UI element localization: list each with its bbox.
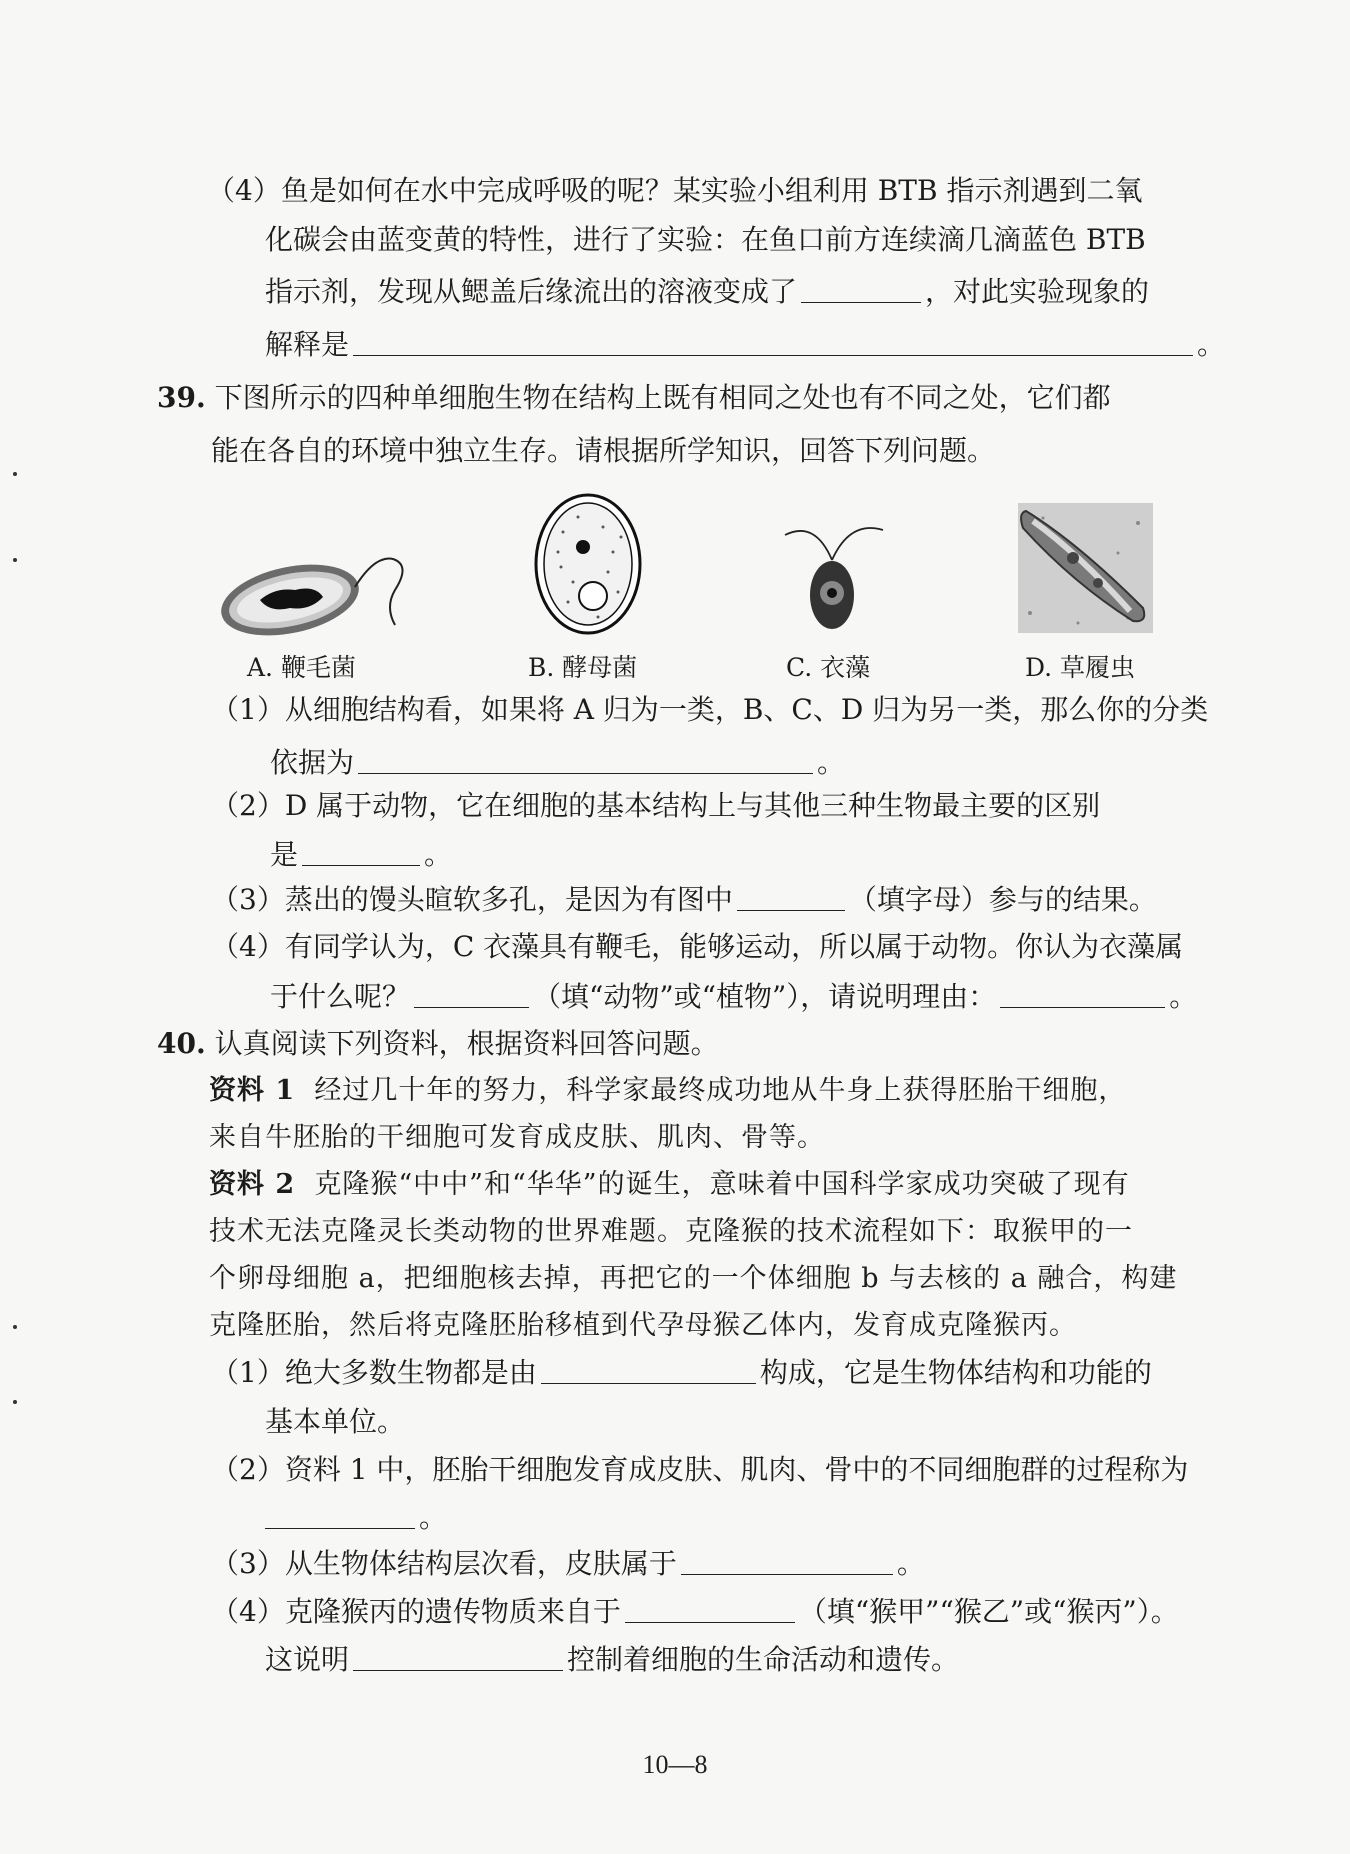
caption-c: C. 衣藻 [786, 653, 871, 682]
q39-2-text: 。 [424, 838, 453, 871]
q39-4-text: 。 [1169, 980, 1198, 1013]
q39-4-answer-blank-2[interactable] [1000, 983, 1165, 1008]
q38-4-text: 指示剂，发现从鳃盖后缘流出的溶液变成了 [265, 275, 798, 308]
q38-4-answer-blank-1[interactable] [801, 278, 921, 303]
q40-4-text: （4）克隆猴丙的遗传物质来自于 [211, 1595, 621, 1628]
material-2-line2: 技术无法克隆灵长类动物的世界难题。克隆猴的技术流程如下：取猴甲的一 [209, 1216, 1133, 1247]
margin-dot [13, 558, 17, 562]
material-1-text: 经过几十年的努力，科学家最终成功地从牛身上获得胚胎干细胞， [314, 1075, 1127, 1106]
q40-3-text: 。 [896, 1547, 925, 1580]
question-number: 40. [157, 1027, 206, 1060]
q39-4-line1: （4）有同学认为，C 衣藻具有鞭毛，能够运动，所以属于动物。你认为衣藻属 [211, 930, 1184, 963]
q38-4-answer-blank-2[interactable] [353, 331, 1193, 356]
q40-3-line [211, 1546, 925, 1582]
q38-4-text: 。 [1197, 328, 1226, 361]
material-1-line2: 来自牛胚胎的干细胞可发育成皮肤、肌肉、骨等。 [209, 1122, 825, 1153]
q40-3-answer-blank[interactable] [681, 1550, 893, 1575]
q39-2-answer-blank[interactable] [302, 841, 420, 866]
q40-2-answer-blank[interactable] [265, 1504, 415, 1529]
q38-4-line4 [265, 327, 1225, 363]
material-2-line3: 个卵母细胞 a，把细胞核去掉，再把它的一个体细胞 b 与去核的 a 融合，构建 [209, 1263, 1178, 1294]
q40-4-text: （填“猴甲”“猴乙”或“猴丙”）。 [798, 1595, 1179, 1628]
yeast-cell-illustration [533, 492, 643, 637]
q39-4-line2 [270, 979, 1197, 1015]
material-1-line1 [209, 1073, 1126, 1109]
margin-dot [13, 472, 17, 476]
q38-4-line2: 化碳会由蓝变黄的特性，进行了实验：在鱼口前方连续滴几滴蓝色 BTB [265, 223, 1146, 256]
q40-3-text: （3）从生物体结构层次看，皮肤属于 [211, 1547, 677, 1580]
q40-stem-text: 认真阅读下列资料，根据资料回答问题。 [214, 1027, 719, 1060]
q40-4-answer-blank-2[interactable] [353, 1646, 563, 1671]
q40-2-line2 [265, 1500, 447, 1536]
caption-a: A. 鞭毛菌 [247, 653, 356, 682]
q40-4-text: 控制着细胞的生命活动和遗传。 [567, 1643, 960, 1676]
q39-3-text: （3）蒸出的馒头暄软多孔，是因为有图中 [211, 883, 733, 916]
q40-stem [157, 1026, 719, 1062]
q39-1-line2 [270, 745, 845, 781]
q40-2-line1: （2）资料 1 中，胚胎干细胞发育成皮肤、肌肉、骨中的不同细胞群的过程称为 [211, 1453, 1189, 1486]
q39-4-text: （填“动物”或“植物”），请说明理由： [533, 980, 997, 1013]
question-number: 39. [157, 381, 206, 414]
q39-stem-line2: 能在各自的环境中独立生存。请根据所学知识，回答下列问题。 [211, 434, 996, 467]
q39-3-line [211, 882, 1157, 918]
page-number: 10—8 [642, 1750, 708, 1779]
q40-4-line1 [211, 1594, 1179, 1630]
paramecium-illustration [1018, 503, 1153, 633]
chlamydomonas-illustration [775, 515, 890, 635]
q39-4-answer-blank-1[interactable] [414, 983, 529, 1008]
q39-2-text: 是 [270, 838, 299, 871]
material-1-label: 资料 1 [209, 1075, 296, 1106]
q39-3-answer-blank[interactable] [737, 886, 845, 911]
q40-4-text: 这说明 [265, 1643, 350, 1676]
q40-1-text: 构成，它是生物体结构和功能的 [759, 1356, 1152, 1389]
q40-1-text: （1）绝大多数生物都是由 [211, 1356, 537, 1389]
q38-4-text: 解释是 [265, 328, 350, 361]
q39-stem: 下图所示的四种单细胞生物在结构上既有相同之处也有不同之处，它们都 [214, 381, 1111, 414]
q40-1-line1 [211, 1355, 1152, 1391]
material-2-line4: 克隆胚胎，然后将克隆胚胎移植到代孕母猴乙体内，发育成克隆猴丙。 [209, 1310, 1077, 1341]
q38-4-text: ，对此实验现象的 [925, 275, 1150, 308]
q39-1-line1: （1）从细胞结构看，如果将 A 归为一类，B、C、D 归为另一类，那么你的分类 [211, 693, 1209, 726]
q39-stem-line1 [157, 380, 1111, 416]
q39-1-text: 依据为 [270, 746, 355, 779]
q39-2-line1: （2）D 属于动物，它在细胞的基本结构上与其他三种生物最主要的区别 [211, 789, 1101, 822]
q38-4-line1: （4）鱼是如何在水中完成呼吸的呢？某实验小组利用 BTB 指示剂遇到二氧 [207, 174, 1143, 207]
margin-dot [13, 1400, 17, 1404]
q40-4-answer-blank-1[interactable] [625, 1598, 795, 1623]
q40-2-text: 。 [419, 1501, 448, 1534]
caption-d: D. 草履虫 [1025, 653, 1136, 682]
material-2-text: 克隆猴“中中”和“华华”的诞生，意味着中国科学家成功突破了现有 [314, 1169, 1130, 1200]
q39-1-answer-blank[interactable] [358, 749, 813, 774]
material-2-label: 资料 2 [209, 1169, 296, 1200]
flagellate-bacterium-illustration [215, 545, 405, 645]
q39-1-text: 。 [817, 746, 846, 779]
caption-b: B. 酵母菌 [528, 653, 638, 682]
q39-2-line2 [270, 837, 452, 873]
q39-4-text: 于什么呢？ [270, 980, 411, 1013]
q40-4-line2 [265, 1642, 959, 1678]
q40-1-answer-blank[interactable] [541, 1359, 756, 1384]
q39-3-text: （填字母）参与的结果。 [848, 883, 1157, 916]
material-2-line1 [209, 1167, 1130, 1203]
q38-4-line3 [265, 274, 1149, 310]
margin-dot [13, 1325, 17, 1329]
q40-1-line2: 基本单位。 [265, 1405, 406, 1438]
